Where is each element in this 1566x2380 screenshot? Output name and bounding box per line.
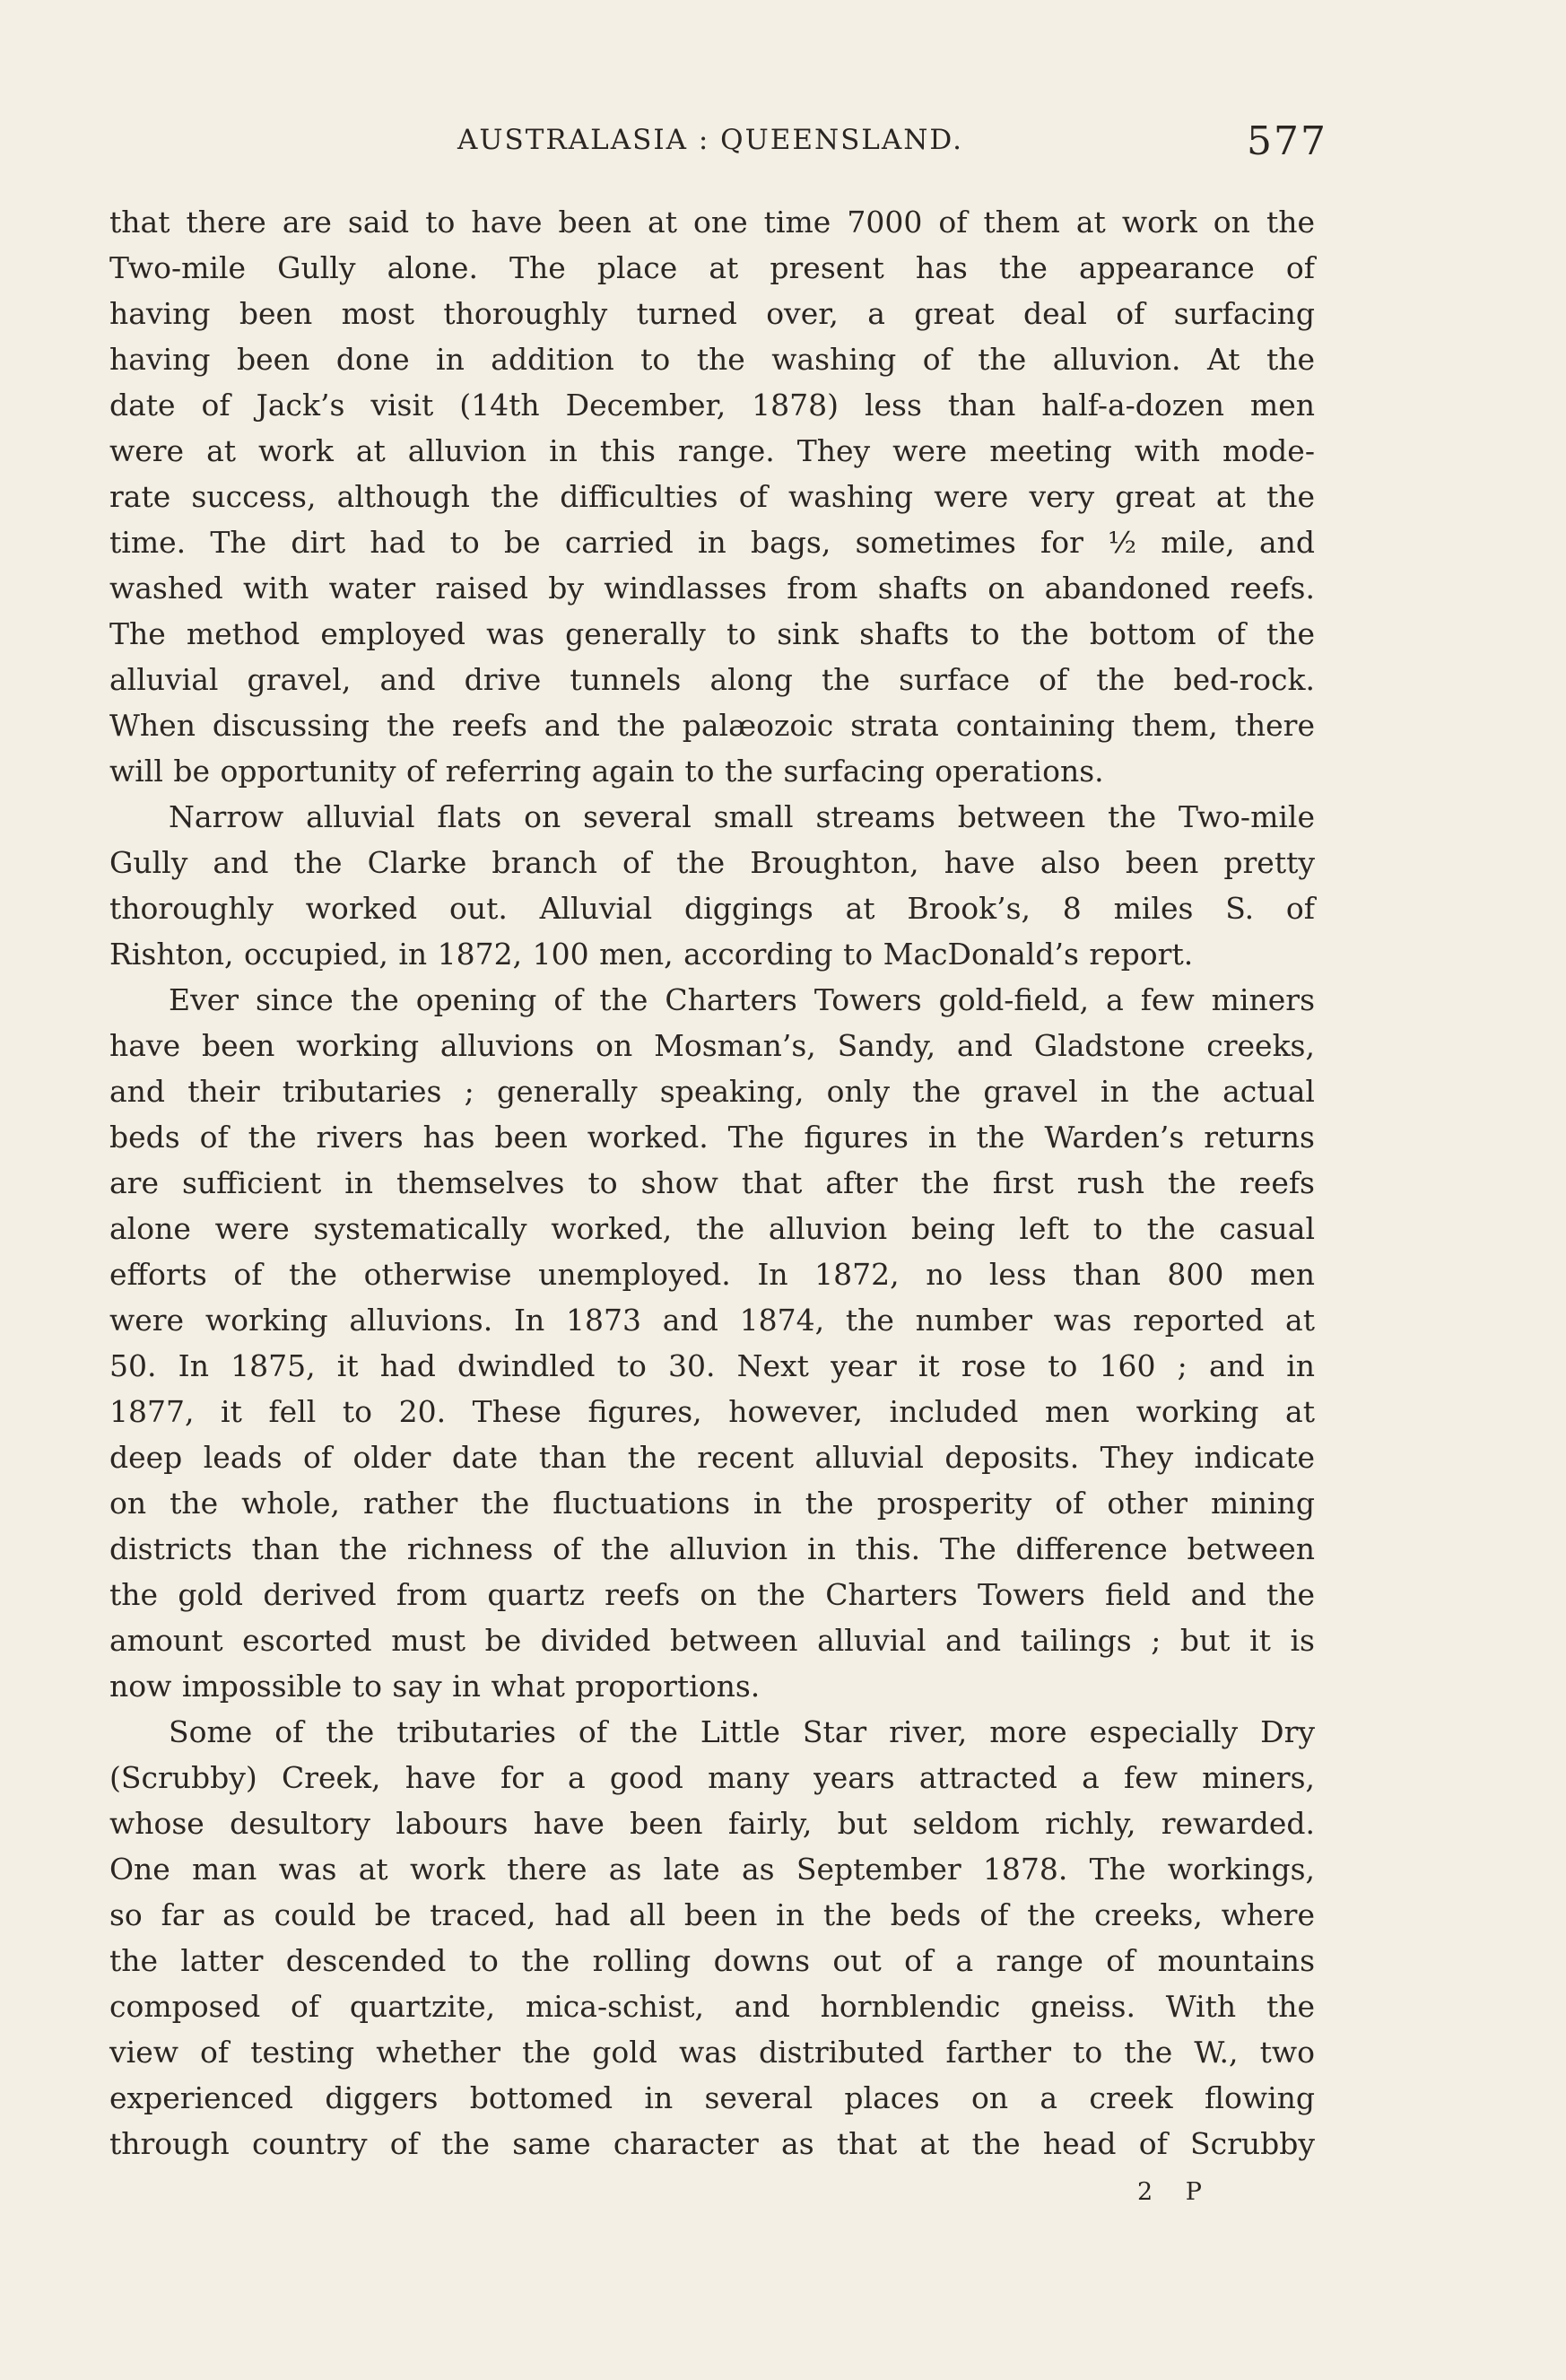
text-line: Gully and the Clarke branch of the Broughton, have also been pretty xyxy=(109,845,1315,880)
text-line: having been done in addition to the washing of the alluvion. At the xyxy=(109,342,1315,377)
text-line: When discussing the reefs and the palæozoic strata containing them, there xyxy=(109,708,1315,743)
text-line: alone were systematically worked, the alluvion being left to the casual xyxy=(109,1211,1315,1246)
text-line: have been working alluvions on Mosman’s, Sandy, and Gladstone creeks, xyxy=(109,1028,1315,1063)
text-line: date of Jack’s visit (14th December, 1878) less than half-a-dozen men xyxy=(109,388,1315,423)
text-line: the gold derived from quartz reefs on the Charters Towers field and the xyxy=(109,1577,1315,1612)
text-line: Two-mile Gully alone. The place at present has the appearance of xyxy=(109,250,1315,285)
text-line: efforts of the otherwise unemployed. In 1872, no less than 800 men xyxy=(109,1257,1315,1292)
text-line: that there are said to have been at one time 7000 of them at work on the xyxy=(109,205,1315,240)
text-line: the latter descended to the rolling downs out of a range of mountains xyxy=(109,1943,1315,1978)
text-line: rate success, although the difficulties of washing were very great at the xyxy=(109,479,1315,514)
text-line: whose desultory labours have been fairly, but seldom richly, rewarded. xyxy=(109,1806,1315,1841)
text-line: are sufficient in themselves to show that after the first rush the reefs xyxy=(109,1165,1315,1200)
text-line: through country of the same character as that at the head of Scrubby xyxy=(109,2126,1315,2161)
text-line: will be opportunity of referring again to the surfacing operations. xyxy=(109,754,1104,789)
text-line: The method employed was generally to sink shafts to the bottom of the xyxy=(109,616,1315,651)
text-line: districts than the richness of the alluvion in this. The difference between xyxy=(109,1531,1315,1566)
text-line: thoroughly worked out. Alluvial diggings at Brook’s, 8 miles S. of xyxy=(109,891,1315,926)
text-line: Ever since the opening of the Charters Towers gold-field, a few miners xyxy=(169,982,1315,1017)
text-line: having been most thoroughly turned over, a great deal of surfacing xyxy=(109,296,1315,331)
body-text xyxy=(109,199,1315,2166)
text-line: One man was at work there as late as September 1878. The workings, xyxy=(109,1852,1315,1887)
text-line: were at work at alluvion in this range. They were meeting with mode- xyxy=(109,433,1315,468)
text-line: and their tributaries ; generally speaking, only the gravel in the actual xyxy=(109,1074,1315,1109)
text-line: were working alluvions. In 1873 and 1874, the number was reported at xyxy=(109,1303,1315,1338)
text-line: composed of quartzite, mica-schist, and hornblendic gneiss. With the xyxy=(109,1989,1315,2024)
text-line: deep leads of older date than the recent alluvial deposits. They indicate xyxy=(109,1440,1315,1475)
text-line: now impossible to say in what proportions. xyxy=(109,1669,761,1704)
running-head: AUSTRALASIA : QUEENSLAND. xyxy=(457,124,964,156)
text-line: experienced diggers bottomed in several places on a creek flowing xyxy=(109,2080,1315,2115)
text-line: beds of the rivers has been worked. The figures in the Warden’s returns xyxy=(109,1120,1315,1155)
text-line: 50. In 1875, it had dwindled to 30. Next year it rose to 160 ; and in xyxy=(109,1348,1315,1383)
text-line: alluvial gravel, and drive tunnels along the surface of the bed-rock. xyxy=(109,662,1315,697)
text-line: amount escorted must be divided between alluvial and tailings ; but it is xyxy=(109,1623,1315,1658)
text-line: time. The dirt had to be carried in bags, sometimes for ½ mile, and xyxy=(109,525,1315,560)
text-line: view of testing whether the gold was distributed farther to the W., two xyxy=(109,2035,1315,2070)
page-header xyxy=(0,118,1566,172)
text-line: so far as could be traced, had all been in the beds of the creeks, where xyxy=(109,1897,1315,1932)
text-line: Rishton, occupied, in 1872, 100 men, according to MacDonald’s report. xyxy=(109,937,1194,972)
text-line: Narrow alluvial flats on several small streams between the Two-mile xyxy=(169,799,1315,834)
page-number: 577 xyxy=(1247,118,1327,164)
text-line: (Scrubby) Creek, have for a good many years attracted a few miners, xyxy=(109,1760,1315,1795)
text-line: on the whole, rather the fluctuations in the prosperity of other mining xyxy=(109,1486,1315,1521)
signature-mark: 2 P xyxy=(1137,2178,1214,2206)
text-line: washed with water raised by windlasses from shafts on abandoned reefs. xyxy=(109,571,1315,606)
text-line: Some of the tributaries of the Little Star river, more especially Dry xyxy=(169,1714,1315,1749)
text-line: 1877, it fell to 20. These figures, however, included men working at xyxy=(109,1394,1315,1429)
